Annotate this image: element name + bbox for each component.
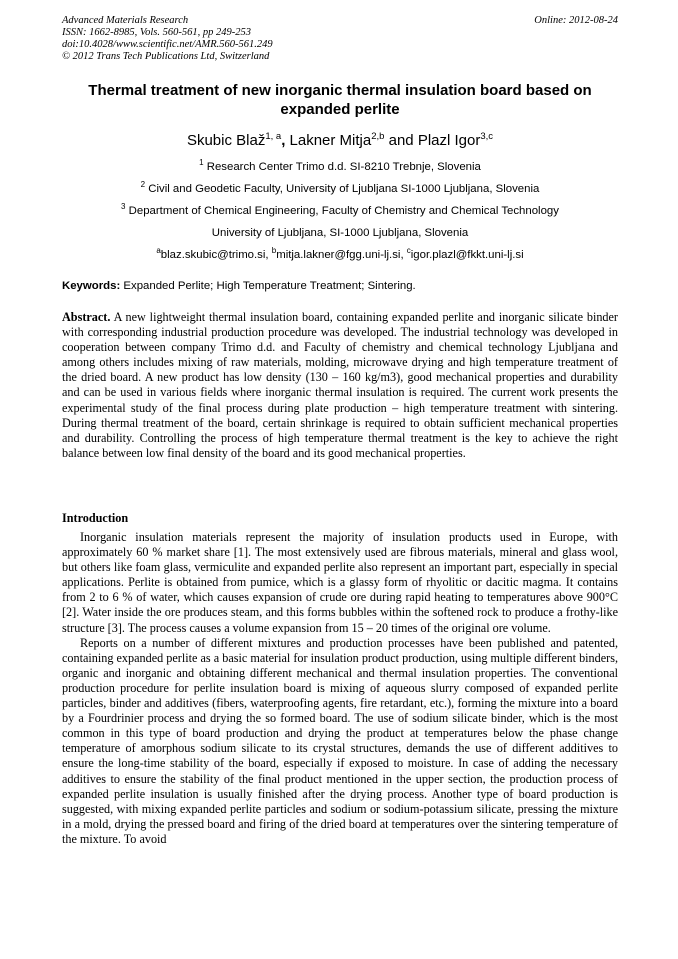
author-affil-marker: 3,c <box>480 131 494 142</box>
affil-marker: 3 <box>121 202 126 211</box>
abstract-text: A new lightweight thermal insulation board, containing expanded perlite and inorganic silicate binder with corresponding industrial production procedure was developed. The industrial technology was developed in cooperation between company Trimo d.d. and Faculty of chemistry and chemical technology Ljubljana and among others includes mixing of raw materials, molding, microwave drying and high temperature treatment of the dried board. A new product has low density (130 – 160 kg/m3), good mechanical properties and durability and can be used in various fields where inorganic thermal insulation is required. The current work presents the experimental study of the final process during plate production – high temperature treatment with sintering. During thermal treatment of the board, certain shrinkage is required to obtain sufficient mechanical properties and durability. Controlling the process of high temperature thermal treatment is the key to achieve the right balance between low final density of the board and its good mechanical properties. <box>62 310 618 460</box>
author-separator: , <box>281 132 286 149</box>
affiliation-line <box>62 156 618 178</box>
keywords-text: Expanded Perlite; High Temperature Treatment; Sintering. <box>120 280 416 292</box>
affil-text: Civil and Geodetic Faculty, University of Ljubljana SI-1000 Ljubljana, Slovenia <box>145 183 540 195</box>
keywords-label: Keywords: <box>62 280 121 292</box>
author-name: Skubic Blaž <box>186 132 266 149</box>
paper-title: Thermal treatment of new inorganic thermal insulation board based on expanded perlite <box>88 82 592 118</box>
affiliation-line: University of Ljubljana, SI-1000 Ljubljana, Slovenia <box>211 227 469 239</box>
email-marker: b <box>271 246 277 255</box>
email[interactable]: blaz.skubic@trimo.si, <box>160 249 272 261</box>
author-affil-marker: 2,b <box>371 131 385 142</box>
affil-marker: 1 <box>199 158 204 167</box>
abstract-label: Abstract. <box>62 310 111 324</box>
email[interactable]: mitja.lakner@fgg.uni-lj.si, <box>276 249 407 261</box>
journal-doi: doi:10.4028/www.scientific.net/AMR.560-561.249 <box>62 39 273 50</box>
journal-issn: ISSN: 1662-8985, Vols. 560-561, pp 249-253 <box>62 27 251 38</box>
introduction-body <box>62 530 618 847</box>
affil-text: Department of Chemical Engineering, Faculty of Chemistry and Chemical Technology <box>125 205 559 217</box>
section-heading-introduction: Introduction <box>62 511 129 525</box>
journal-name: Advanced Materials Research <box>62 15 189 26</box>
author-name: Plazl Igor <box>417 132 481 149</box>
affiliations <box>62 156 618 266</box>
email-marker: c <box>406 246 411 255</box>
paragraph: Inorganic insulation materials represent the majority of insulation products used in Europe, with approximately 60 % market share [1]. The most extensively used are fibrous materials, mineral and glass wool, but others like foam glass, vermiculite and expanded perlite also represent an important part, especially in special applications. Perlite is obtained from pumice, which is a glassy form of rhyolitic or dacitic magma. It contains from 2 to 6 % of water, which causes expansion of crude ore during rapid heating to temperatures above 900°C [2]. Water inside the ore produces steam, and this forms bubbles within the softened rock to produce a frothy-like structure [3]. The process causes a volume expansion from 15 – 20 times of the original ore volume. <box>62 530 618 635</box>
keywords <box>62 279 618 293</box>
affiliation-line <box>62 178 618 200</box>
author-affil-marker: 1, a <box>265 131 282 142</box>
author-separator: and <box>384 132 418 149</box>
affiliation-line <box>62 200 618 222</box>
author-name: Lakner Mitja <box>285 132 372 149</box>
journal-copyright: © 2012 Trans Tech Publications Ltd, Switzerland <box>62 51 270 62</box>
email-marker: a <box>156 246 161 255</box>
abstract <box>62 310 618 461</box>
affil-marker: 2 <box>140 180 146 189</box>
online-date: Online: 2012-08-24 <box>534 15 618 26</box>
journal-header <box>62 15 618 63</box>
email-line <box>62 244 618 266</box>
affil-text: Research Center Trimo d.d. SI-8210 Trebnje, Slovenia <box>203 161 481 173</box>
author-list <box>62 131 618 151</box>
email[interactable]: igor.plazl@fkkt.uni-lj.si <box>410 249 524 261</box>
paragraph: Reports on a number of different mixtures and production processes have been published and patented, containing expanded perlite as a basic material for insulation product production, using multiple different binders, organic and inorganic and obtaining different mechanical and thermal insulation properties. The conventional production procedure for perlite insulation board is mixing of aqueous slurry composed of expanded perlite particles, binder and additives (fibers, waterproofing agents, fire retardant, etc.), forming the mixture into a board by a Fourdrinier process and drying the so formed board. The use of sodium silicate binder, which is the most common in this type of board production and drying the product at temperatures below the phase change temperature of amorphous sodium silicate to its crystal structures, demands the use of different additives to ensure the long-time stability of the board, especially if exposed to moisture. In case of adding the necessary additives to ensure the stability of the final product mentioned in the upper section, the production process of expanded perlite insulation is usually finished after the drying process. Another type of board production is suggested, with mixing expanded perlite particles and sodium or sodium-potassium silicate, pressing the mixture in a mold, drying the pressed board and firing of the dried board at temperatures over the sintering temperature of the mixture. To avoid <box>62 635 618 846</box>
